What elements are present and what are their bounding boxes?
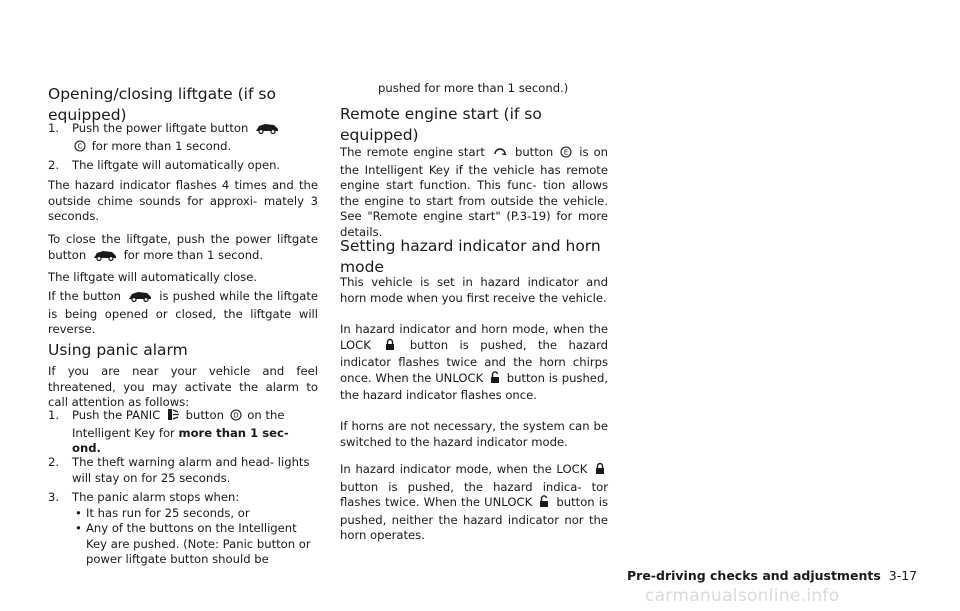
para-text: In hazard indicator and horn mode, when the LOCK	[340, 322, 608, 352]
step-number: 2.	[48, 158, 60, 172]
step-text: The theft warning alarm and head- lights will stay on for 25 seconds.	[72, 455, 310, 485]
step-text-cont: for more than 1 second.	[91, 138, 232, 153]
panic-step-2	[48, 455, 318, 486]
para-text-cont: is pushed while the liftgate is being opened or closed, the liftgate will reverse.	[48, 289, 319, 337]
hazard-paragraph-4	[340, 462, 608, 544]
step-text: The panic alarm stops when:	[72, 490, 240, 504]
panic-heading: Using panic alarm	[48, 341, 188, 359]
bullet-text: It has run for 25 seconds, or	[86, 505, 250, 520]
bullet-item	[72, 506, 318, 522]
unlock-icon	[489, 371, 501, 389]
para-text: To close the liftgate, push the power liftgate button	[48, 232, 318, 262]
intelligent-key-button-icon	[560, 146, 572, 163]
unlock-icon	[538, 495, 550, 513]
hazard-horn-heading: Setting hazard indicator and horn mode	[340, 237, 601, 276]
liftgate-paragraph-2	[48, 232, 318, 265]
watermark: carmanualsonline.info	[645, 586, 840, 606]
panic-horn-icon	[166, 408, 180, 426]
liftgate-step-1	[48, 121, 318, 156]
intelligent-key-button-icon	[230, 409, 242, 426]
remote-start-paragraph	[340, 145, 608, 241]
panic-step-3	[48, 490, 318, 568]
step-number: 3.	[48, 490, 60, 504]
intelligent-key-button-icon	[74, 140, 86, 157]
lock-icon	[594, 462, 606, 480]
liftgate-step-2	[48, 158, 318, 174]
liftgate-paragraph-3: The liftgate will automatically close.	[48, 270, 258, 284]
liftgate-section	[48, 84, 318, 126]
liftgate-icon	[92, 249, 118, 266]
step-number: 1.	[48, 121, 60, 135]
step-number: 2.	[48, 455, 60, 469]
hazard-paragraph-3: If horns are not necessary, the system can be switched to the hazard indicator mode.	[340, 419, 608, 449]
bullet-text: Any of the buttons on the Intelligent Key are pushed. (Note: Panic button or power liftgate button should be	[86, 521, 311, 567]
step-text: Push the power liftgate button	[72, 121, 249, 135]
para-text-b: button	[514, 145, 554, 159]
remote-start-heading: Remote engine start (if so equipped)	[340, 105, 542, 144]
liftgate-paragraph-4	[48, 289, 318, 338]
step-text-c: on the Intelligent Key for	[72, 408, 285, 440]
para-text: If the button	[48, 289, 122, 303]
para-text-c: button is pushed, the hazard indicator flashes once.	[340, 370, 608, 403]
bullet-dot: •	[75, 505, 82, 520]
para-text-b: button is pushed, the hazard indica- tor flashes twice. When the UNLOCK	[340, 479, 608, 510]
step-text-b: button	[185, 408, 224, 422]
liftgate-paragraph-1: The hazard indicator flashes 4 times and the outside chime sounds for approxi- mately 3 seconds.	[48, 178, 318, 224]
svg-text:E: E	[564, 148, 569, 157]
page-footer	[627, 568, 917, 583]
liftgate-icon	[254, 122, 280, 139]
para-text-c: button is pushed, neither the hazard indicator nor the horn operates.	[340, 495, 609, 543]
bullet-dot: •	[75, 521, 82, 536]
liftgate-heading: Opening/closing liftgate (if so equipped)	[48, 85, 276, 124]
step-number: 1.	[48, 408, 60, 422]
hazard-paragraph-1: This vehicle is set in hazard indicator and horn mode when you first receive the vehicle.	[340, 275, 608, 305]
para-text: In hazard indicator mode, when the LOCK	[340, 462, 588, 476]
remote-start-icon	[492, 145, 508, 163]
section-title: Pre-driving checks and adjustments	[627, 568, 881, 583]
para-text-cont: for more than 1 second.	[123, 247, 264, 262]
para-text-c: is on the Intelligent Key if the vehicle has remote engine start function. This func- tion allows the engine to start from outside the vehicle. See "Remote engine start" (P.3-19) for more details.	[340, 145, 609, 239]
lock-icon	[384, 338, 396, 356]
liftgate-icon	[127, 290, 153, 307]
para-text: The remote engine start	[340, 145, 485, 159]
continued-text: pushed for more than 1 second.)	[378, 81, 569, 95]
svg-text:C: C	[77, 142, 83, 151]
bullet-item	[72, 521, 318, 568]
step-text: Push the PANIC	[72, 408, 161, 422]
panic-step-1	[48, 408, 318, 457]
step-text-bold: more than 1 sec- ond.	[72, 425, 289, 456]
panic-paragraph-1: If you are near your vehicle and feel threatened, you may activate the alarm to call attention as follows:	[48, 364, 318, 410]
step-text: The liftgate will automatically open.	[72, 158, 281, 172]
hazard-paragraph-2	[340, 322, 608, 404]
svg-text:D: D	[232, 411, 239, 420]
para-text-b: button is pushed, the hazard indicator flashes twice and the horn chirps once. When the UNLOCK	[340, 337, 609, 385]
page-number: 3-17	[888, 568, 918, 583]
